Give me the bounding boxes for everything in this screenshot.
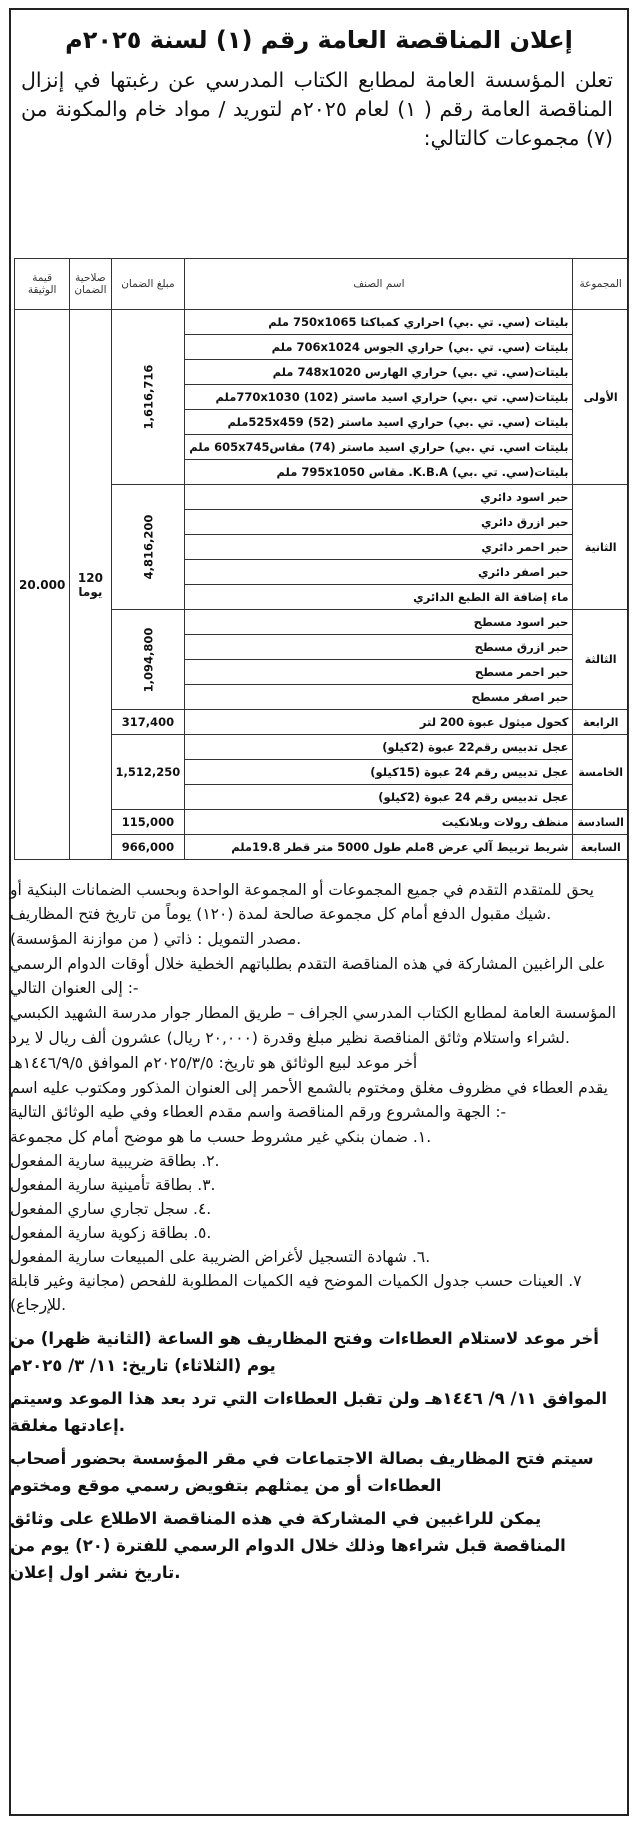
group-name: الخامسة xyxy=(573,735,628,810)
address-text: المؤسسة العامة لمطابع الكتاب المدرسي الجراف – طريق المطار جوار مدرسة الشهيد الكبسي xyxy=(10,1004,617,1022)
item-name: بليتات اسي. تي .بي) حراري اسيد ماستر (74) مقاس605x745 ملم xyxy=(185,435,573,460)
guarantee-amount xyxy=(111,710,185,735)
group-name: الثالثة xyxy=(573,610,628,710)
announcement-body xyxy=(10,878,628,1592)
guarantee-amount-text: 966,000 xyxy=(121,840,175,854)
required-documents-list xyxy=(10,1125,628,1317)
document-value: 20.000 xyxy=(15,310,70,860)
item-name: عجل تدبيس رقم 24 عبوة (15كيلو) xyxy=(185,760,573,785)
guarantee-amount-text: 4,816,200 xyxy=(140,514,155,580)
item-name: حبر اصفر مسطح xyxy=(185,685,573,710)
deadline-item: • أخر موعد لاستلام العطاءات وفتح المظاريف هو الساعة (الثانية ظهرا) من يوم (الثلاثاء) تاريخ: ١١/ ٣/ ٢٠٢٥م xyxy=(10,1325,608,1379)
guarantee-amount xyxy=(111,735,185,810)
guarantee-amount xyxy=(111,310,185,485)
group-name: السابعة xyxy=(573,835,628,860)
item-name: ماء إضافة الة الطبع الدائري xyxy=(185,585,573,610)
header-amount: مبلغ الضمان xyxy=(111,259,185,310)
list-item: • يحق للمتقدم التقدم في جميع المجموعات أو المجموعة الواحدة وبحسب الضمانات البنكية أو شيك مقبول الدفع أمام كل مجموعة صالحة لمدة (١٢٠) يوماً من تاريخ فتح المظاريف. xyxy=(10,878,608,926)
header-item: اسم الصنف xyxy=(185,259,573,310)
item-name: حبر احمر مسطح xyxy=(185,660,573,685)
document-item: ٢. بطاقة ضريبية سارية المفعول. xyxy=(10,1152,220,1170)
guarantee-validity: 120 يوما xyxy=(70,310,111,860)
document-item: ٤. سجل تجاري ساري المفعول. xyxy=(10,1200,212,1218)
terms-list xyxy=(10,878,628,1000)
item-name: عجل تدبيس رقم 24 عبوة (2كيلو) xyxy=(185,785,573,810)
guarantee-amount-text: 1,094,800 xyxy=(140,627,155,692)
submission-list xyxy=(10,1051,628,1124)
intro-paragraph: تعلن المؤسسة العامة لمطابع الكتاب المدرسي عن رغبتها في إنزال المناقصة العامة رقم ( ١) لعام ٢٠٢٥م لتوريد / مواد خام والمكونة من (٧) مجموعات كالتالي: xyxy=(21,68,613,150)
item-name: عجل تدبيس رقم22 عبوة (2كيلو) xyxy=(185,735,573,760)
item-name: حبر ازرق دائري xyxy=(185,510,573,535)
item-name: بليتات (سي. تي .بي) احراري كمباكتا 750x1065 ملم xyxy=(185,310,573,335)
item-name: شريط تربيط آلي عرض 8ملم طول 5000 متر قطر 19.8ملم xyxy=(185,835,573,860)
guarantee-amount-text: 115,000 xyxy=(121,815,175,829)
item-name: حبر اسود دائري xyxy=(185,485,573,510)
guarantee-amount-text: 1,512,250 xyxy=(115,765,181,779)
purchase-text: لشراء واستلام وثائق المناقصة نظير مبلغ وقدرة (٢٠,٠٠٠ ريال) عشرون ألف ريال لا يرد. xyxy=(10,1029,570,1047)
group-name: الأولى xyxy=(573,310,628,485)
group-name: السادسة xyxy=(573,810,628,835)
item-name: بليتات (سي. تي .بي) حراري الجوس 706x1024 ملم xyxy=(185,335,573,360)
document-item: ٦. شهادة التسجيل لأغراض الضريبة على المبيعات سارية المفعول. xyxy=(10,1248,431,1266)
header-doc-value: قيمة الوثيقة xyxy=(15,259,70,310)
item-name: حبر ازرق مسطح xyxy=(185,635,573,660)
guarantee-amount xyxy=(111,810,185,835)
document-item: ١. ضمان بنكي غير مشروط حسب ما هو موضح أمام كل مجموعة. xyxy=(10,1128,432,1146)
guarantee-amount xyxy=(111,485,185,610)
groups-table xyxy=(14,258,629,860)
header-group: المجموعة xyxy=(573,259,628,310)
deadline-item: • سيتم فتح المظاريف بصالة الاجتماعات في مقر المؤسسة بحضور أصحاب العطاءات أو من يمثلهم بتفويض رسمي موقع ومختوم xyxy=(10,1445,608,1499)
item-name: كحول ميثول عبوة 200 لتر xyxy=(185,710,573,735)
table-body xyxy=(15,310,629,860)
document-item: ٧. العينات حسب جدول الكميات الموضح فيه الكميات المطلوبة للفحص (مجانية وغير قابلة للإرجاع). xyxy=(10,1272,582,1314)
item-name: بليتات(سي. تي .بي) حراري اسيد ماستر (102) 770x1030ملم xyxy=(185,385,573,410)
item-name: حبر اسود مسطح xyxy=(185,610,573,635)
group-name: الرابعة xyxy=(573,710,628,735)
deadline-item: • الموافق ١١/ ٩/ ١٤٤٦هـ ولن تقبل العطاءات التي ترد بعد هذا الموعد وسيتم إعادتها مغلقة. xyxy=(10,1385,608,1439)
guarantee-amount xyxy=(111,835,185,860)
item-name: منظف رولات وبلانكيت xyxy=(185,810,573,835)
guarantee-amount-text: 1,616,716 xyxy=(140,364,155,430)
document-item: ٣. بطاقة تأمينية سارية المفعول. xyxy=(10,1176,216,1194)
table-header-row xyxy=(15,259,629,310)
item-name: بليتات(سي. تي .بي) حراري الهارس 748x1020 ملم xyxy=(185,360,573,385)
header-validity: صلاحية الضمان xyxy=(70,259,111,310)
list-item: • مصدر التمويل : ذاتي ( من موازنة المؤسسة). xyxy=(10,927,608,951)
group-name: الثانية xyxy=(573,485,628,610)
announcement-title: إعلان المناقصة العامة رقم (١) لسنة ٢٠٢٥م xyxy=(65,26,573,54)
list-item: • على الراغبين المشاركة في هذه المناقصة التقدم بطلباتهم الخطية خلال أوقات الدوام الرسمي إلى العنوان التالي :- xyxy=(10,952,608,1000)
item-name: بليتات (سي. تي .بي) حراري اسيد ماستر (52) 525x459ملم xyxy=(185,410,573,435)
item-name: حبر احمر دائري xyxy=(185,535,573,560)
deadline-list xyxy=(10,1325,628,1586)
deadline-item: • يمكن للراغبين في المشاركة في هذه المناقصة الاطلاع على وثائق المناقصة قبل شراءها وذلك خلال الدوام الرسمي للفترة (٢٠) يوم من تاريخ نشر اول إعلان. xyxy=(10,1505,608,1586)
item-name: بليتات(سي. تي .بي) K.B.A. مقاس 795x1050 ملم xyxy=(185,460,573,485)
guarantee-amount-text: 317,400 xyxy=(121,715,175,729)
table-row xyxy=(15,310,629,335)
item-name: حبر اصفر دائري xyxy=(185,560,573,585)
document-item: ٥. بطاقة زكوية سارية المفعول. xyxy=(10,1224,212,1242)
guarantee-amount xyxy=(111,610,185,710)
list-item: • أخر موعد لبيع الوثائق هو تاريخ: ٢٠٢٥/٣/٥م الموافق ١٤٤٦/٩/٥هـ xyxy=(10,1051,608,1075)
list-item: • يقدم العطاء في مظروف مغلق ومختوم بالشمع الأحمر إلى العنوان المذكور ومكتوب عليه اسم الجهة والمشروع ورقم المناقصة واسم مقدم العطاء وفي طيه الوثائق التالية :- xyxy=(10,1076,608,1124)
